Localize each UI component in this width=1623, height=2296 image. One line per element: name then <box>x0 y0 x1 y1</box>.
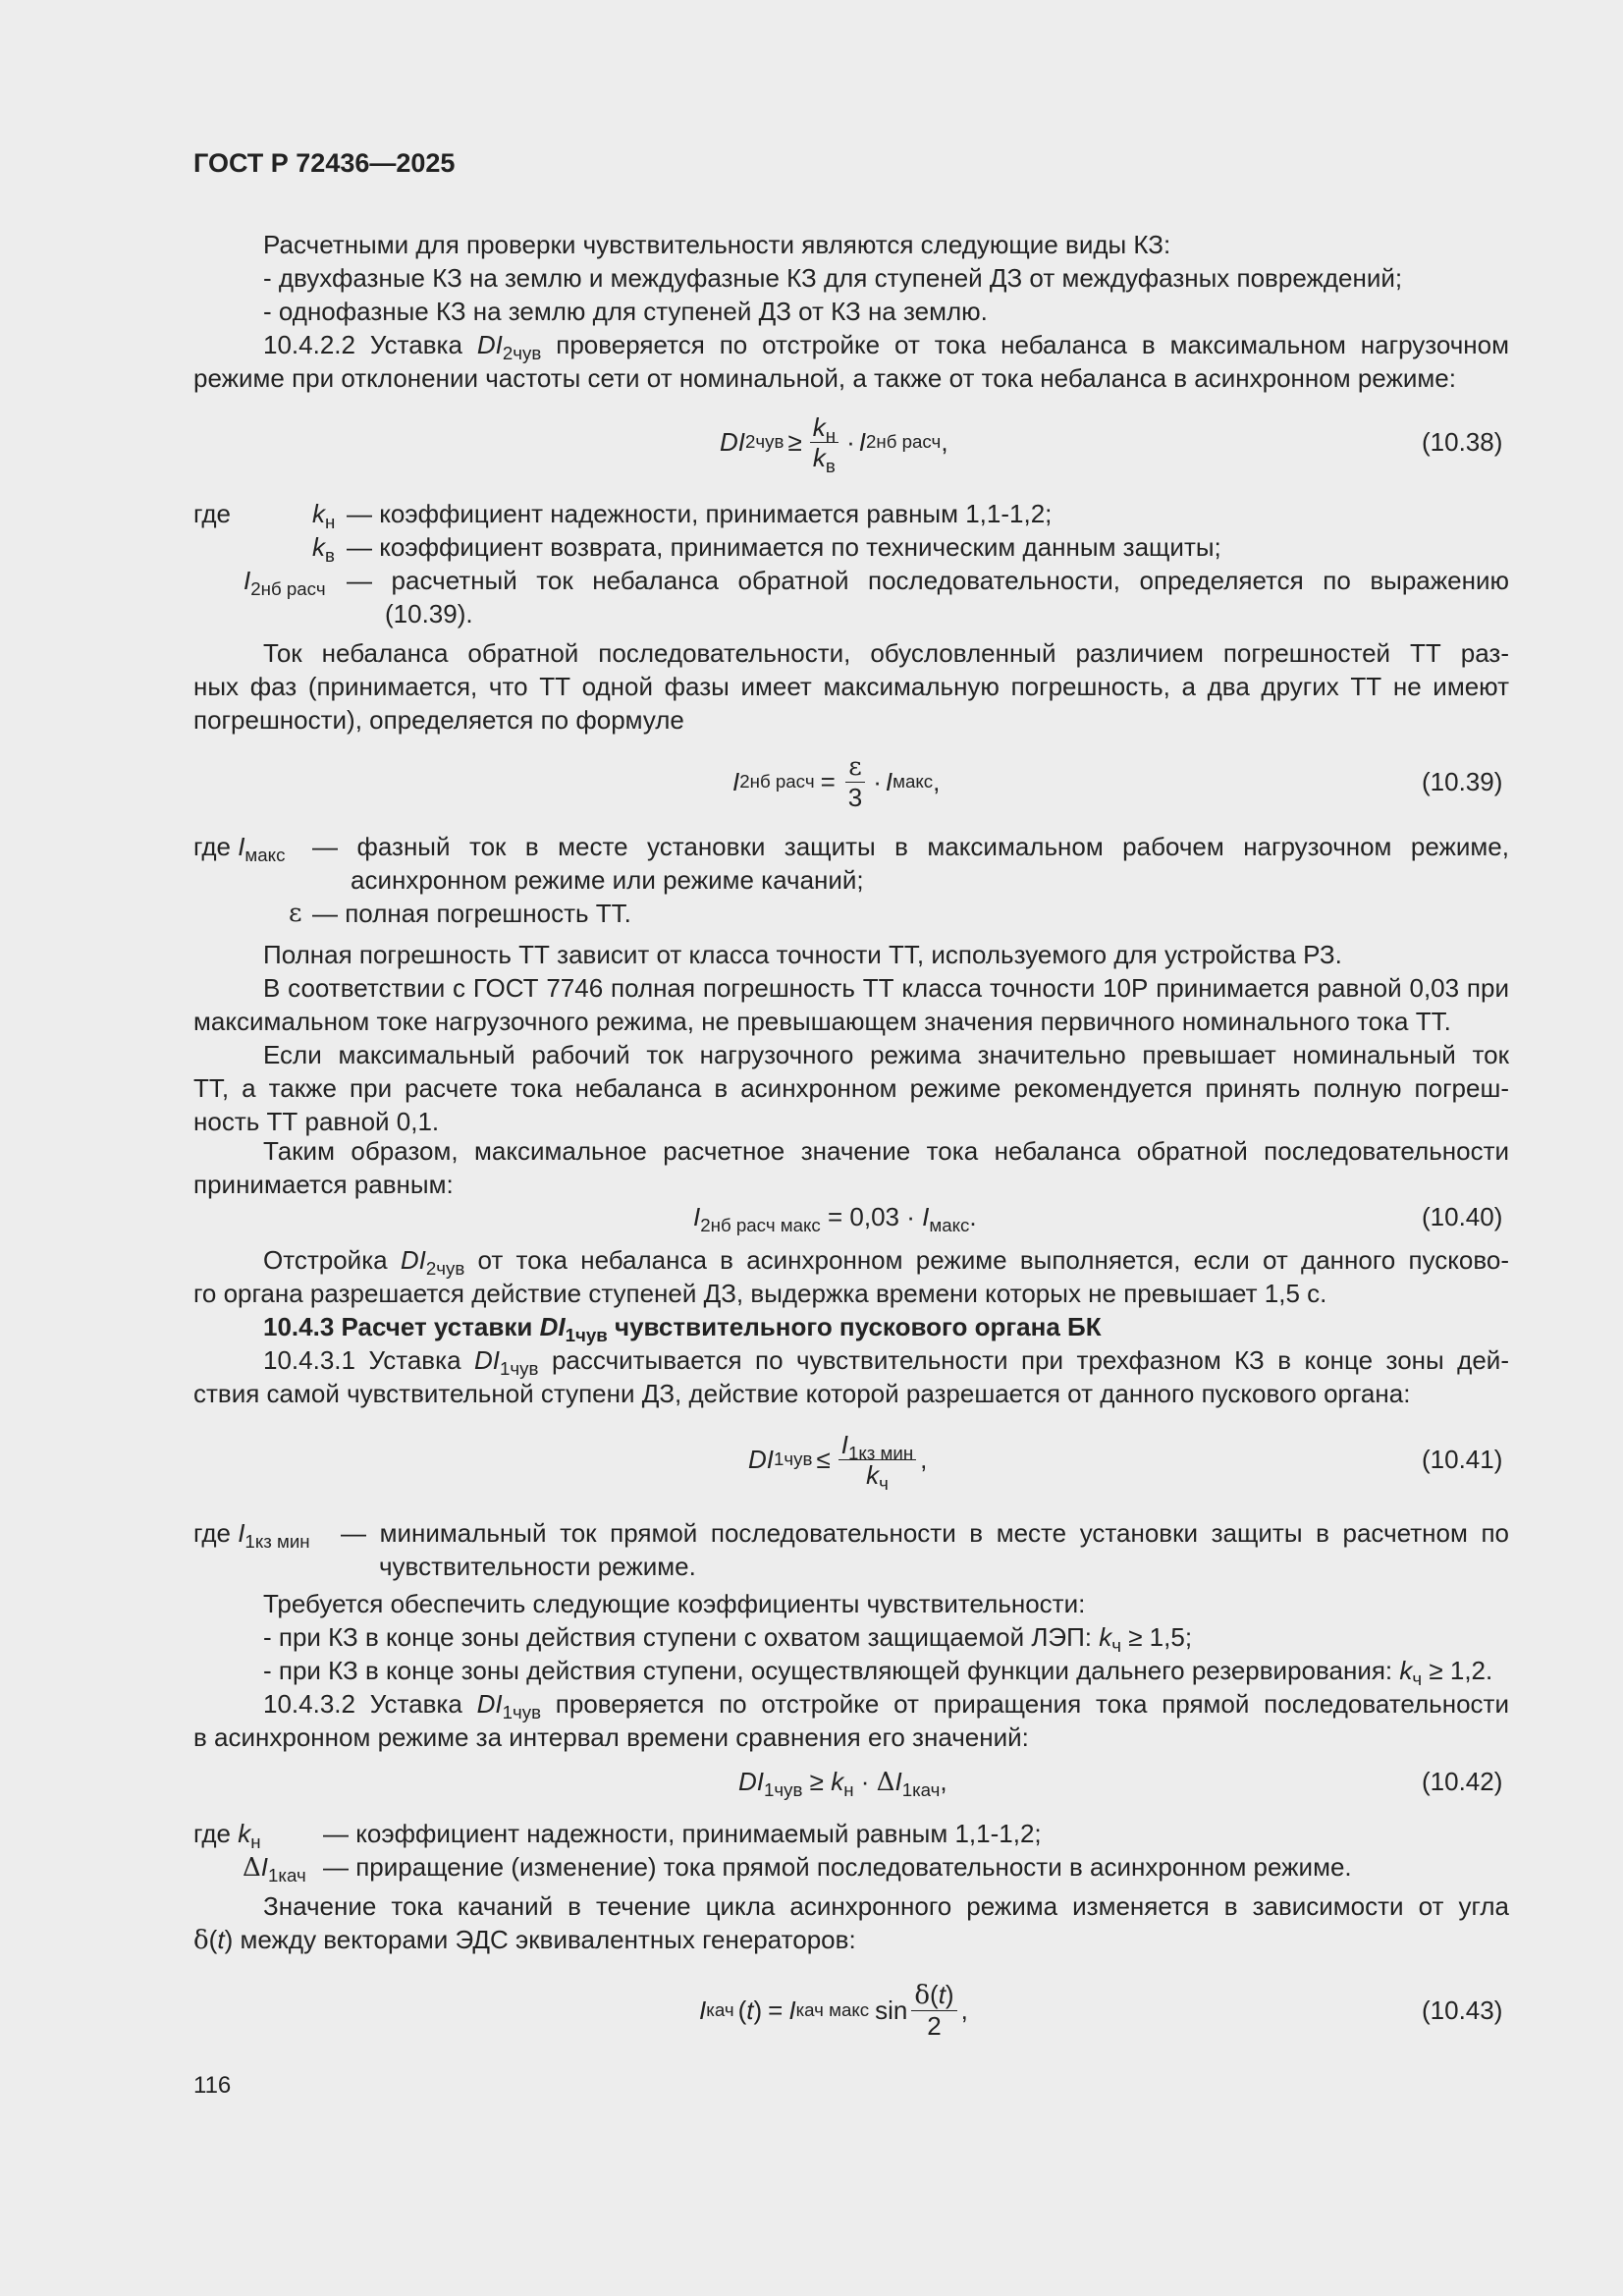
definition-text: — коэффициент надежности, принимается равным 1,1-1,2; <box>347 499 1053 528</box>
equation-number: (10.42) <box>1422 1767 1503 1796</box>
formula-10-40: $I_{2нб расч макс} = 0,03 \cdot I_{макс}$. <box>693 1202 977 1235</box>
paragraph-line: Ток небаланса обратной последовательности, обусловленный различием погрешностей ТТ раз- <box>263 638 1509 668</box>
list-item: - однофазные КЗ на землю для ступеней ДЗ от КЗ на землю. <box>263 297 988 326</box>
formula-10-41: DI 1чув ≤ $\frac{I_{1кз мин}}{k_ч}$ , <box>748 1429 928 1494</box>
paragraph-line: 10.4.3.2 Уставка $DI_{1чув}$ проверяется по отстройке от приращения тока прямой последовательности <box>263 1689 1509 1722</box>
formula-10-38: DI 2чув ≥ $\frac{k_н}{k_в}$ · I 2нб расч , <box>720 411 948 476</box>
definition-text: — коэффициент возврата, принимается по техническим данным защиты; <box>347 532 1221 562</box>
paragraph-line: δ(t) между векторами ЭДС эквивалентных генераторов: <box>193 1925 856 1955</box>
definition-text: — коэффициент надежности, принимаемый равным 1,1-1,2; <box>323 1819 1042 1848</box>
symbol-epsilon: ε <box>289 899 302 928</box>
equation-number: (10.43) <box>1422 1995 1503 2025</box>
symbol-kn: $k_н$ <box>312 499 336 532</box>
definition-text: — минимальный ток прямой последовательности в месте установки защиты в расчетном по <box>341 1518 1509 1548</box>
section-heading: 10.4.3 Расчет уставки $DI_{1чув}$ чувствительного пускового органа БК <box>263 1312 1102 1345</box>
paragraph-line: Если максимальный рабочий ток нагрузочного режима значительно превышает номинальный ток <box>263 1040 1509 1069</box>
equation-number: (10.39) <box>1422 767 1503 796</box>
list-item: - при КЗ в конце зоны действия ступени, осуществляющей функции дальнего резервирования: $k_ч \ge 1,2$. <box>263 1656 1493 1689</box>
paragraph-line: ТТ, а также при расчете тока небаланса в асинхронном режиме рекомендуется принять полную погреш- <box>193 1073 1509 1103</box>
paragraph-line: Таким образом, максимальное расчетное значение тока небаланса обратной последовательности <box>263 1136 1509 1166</box>
equation-number: (10.38) <box>1422 427 1503 457</box>
fraction: $\frac{\delta(t)}{2}$ <box>911 1980 956 2041</box>
definition-text: чувствительности режиме. <box>379 1552 696 1581</box>
definition-text: — приращение (изменение) тока прямой последовательности в асинхронном режиме. <box>323 1852 1352 1882</box>
paragraph-line: принимается равным: <box>193 1170 454 1199</box>
paragraph-line: максимальном токе нагрузочного режима, не превышающем значения первичного номинального тока ТТ. <box>193 1007 1451 1036</box>
where-label: где $I_{макс}$ <box>193 832 286 865</box>
paragraph-line: режиме при отклонении частоты сети от номинальной, а также от тока небаланса в асинхронном режиме: <box>193 363 1456 393</box>
paragraph-line: В соответствии с ГОСТ 7746 полная погрешность ТТ класса точности 10Р принимается равной 0,03 при <box>263 973 1509 1003</box>
paragraph-line: ных фаз (принимается, что ТТ одной фазы имеет максимальную погрешность, а два других ТТ не имеют <box>193 672 1509 701</box>
paragraph-line: ность ТТ равной 0,1. <box>193 1107 440 1136</box>
symbol-delta-i1kach: $\Delta I_{1кач}$ <box>243 1852 306 1886</box>
paragraph-line: Отстройка $DI_{2чув}$ от тока небаланса в асинхронном режиме выполняется, если от данного пусково- <box>263 1245 1510 1279</box>
list-item: - двухфазные КЗ на землю и междуфазные КЗ для ступеней ДЗ от междуфазных повреждений; <box>263 263 1403 293</box>
where-label: где <box>193 499 231 528</box>
paragraph-line: Требуется обеспечить следующие коэффициенты чувствительности: <box>263 1589 1086 1618</box>
fraction: $\frac{I_{1кз мин}}{k_ч}$ <box>839 1430 916 1490</box>
where-label: где $I_{1кз мин}$ <box>193 1518 310 1552</box>
definition-text: — расчетный ток небаланса обратной последовательности, определяется по выражению <box>347 566 1509 595</box>
equation-number: (10.41) <box>1422 1445 1503 1474</box>
symbol-kv: $k_в$ <box>312 532 335 566</box>
formula-10-39: I 2нб расч = $\frac{\varepsilon}{3}$ · I макс , <box>732 751 941 812</box>
formula-10-43: I кач ( t ) = I кач макс sin $\frac{\delta(t)}{2}$ , <box>699 1980 968 2041</box>
formula-10-42: $DI_{1чув} \ge k_н \cdot \Delta I_{1кач}$, <box>738 1767 947 1800</box>
document-header: ГОСТ Р 72436—2025 <box>193 148 456 178</box>
list-item: - при КЗ в конце зоны действия ступени с охватом защищаемой ЛЭП: $k_ч \ge 1,5$; <box>263 1622 1193 1656</box>
paragraph-line: 10.4.2.2 Уставка $DI_{2чув}$ проверяется по отстройке от тока небаланса в максимальном нагрузочном <box>263 330 1509 363</box>
paragraph-line: Расчетными для проверки чувствительности являются следующие виды КЗ: <box>263 230 1171 259</box>
definition-text: — фазный ток в месте установки защиты в максимальном рабочем нагрузочном режиме, <box>312 832 1509 861</box>
paragraph-line: в асинхронном режиме за интервал времени сравнения его значений: <box>193 1722 1029 1752</box>
fraction: $\frac{k_н}{k_в}$ <box>810 412 839 472</box>
paragraph-line: ствия самой чувствительной ступени ДЗ, действие которой разрешается от данного пускового органа: <box>193 1379 1411 1408</box>
definition-text: — полная погрешность ТТ. <box>312 899 631 928</box>
paragraph-line: Значение тока качаний в течение цикла асинхронного режима изменяется в зависимости от угла <box>263 1891 1509 1921</box>
paragraph-line: 10.4.3.1 Уставка $DI_{1чув}$ рассчитывается по чувствительности при трехфазном КЗ в конце зоны дей- <box>263 1345 1509 1379</box>
paragraph-line: погрешности), определяется по формуле <box>193 705 684 735</box>
fraction: $\frac{\varepsilon}{3}$ <box>845 752 865 812</box>
paragraph-line: Полная погрешность ТТ зависит от класса точности ТТ, используемого для устройства РЗ. <box>263 940 1342 969</box>
definition-text: (10.39). <box>385 599 473 629</box>
definition-text: асинхронном режиме или режиме качаний; <box>351 865 864 895</box>
page-number: 116 <box>193 2072 232 2099</box>
where-label: где $k_н$ <box>193 1819 261 1852</box>
equation-number: (10.40) <box>1422 1202 1503 1231</box>
paragraph-line: го органа разрешается действие ступеней ДЗ, выдержка времени которых не превышает 1,5 с. <box>193 1279 1327 1308</box>
symbol-i2nb: $I_{2нб расч}$ <box>243 566 326 599</box>
